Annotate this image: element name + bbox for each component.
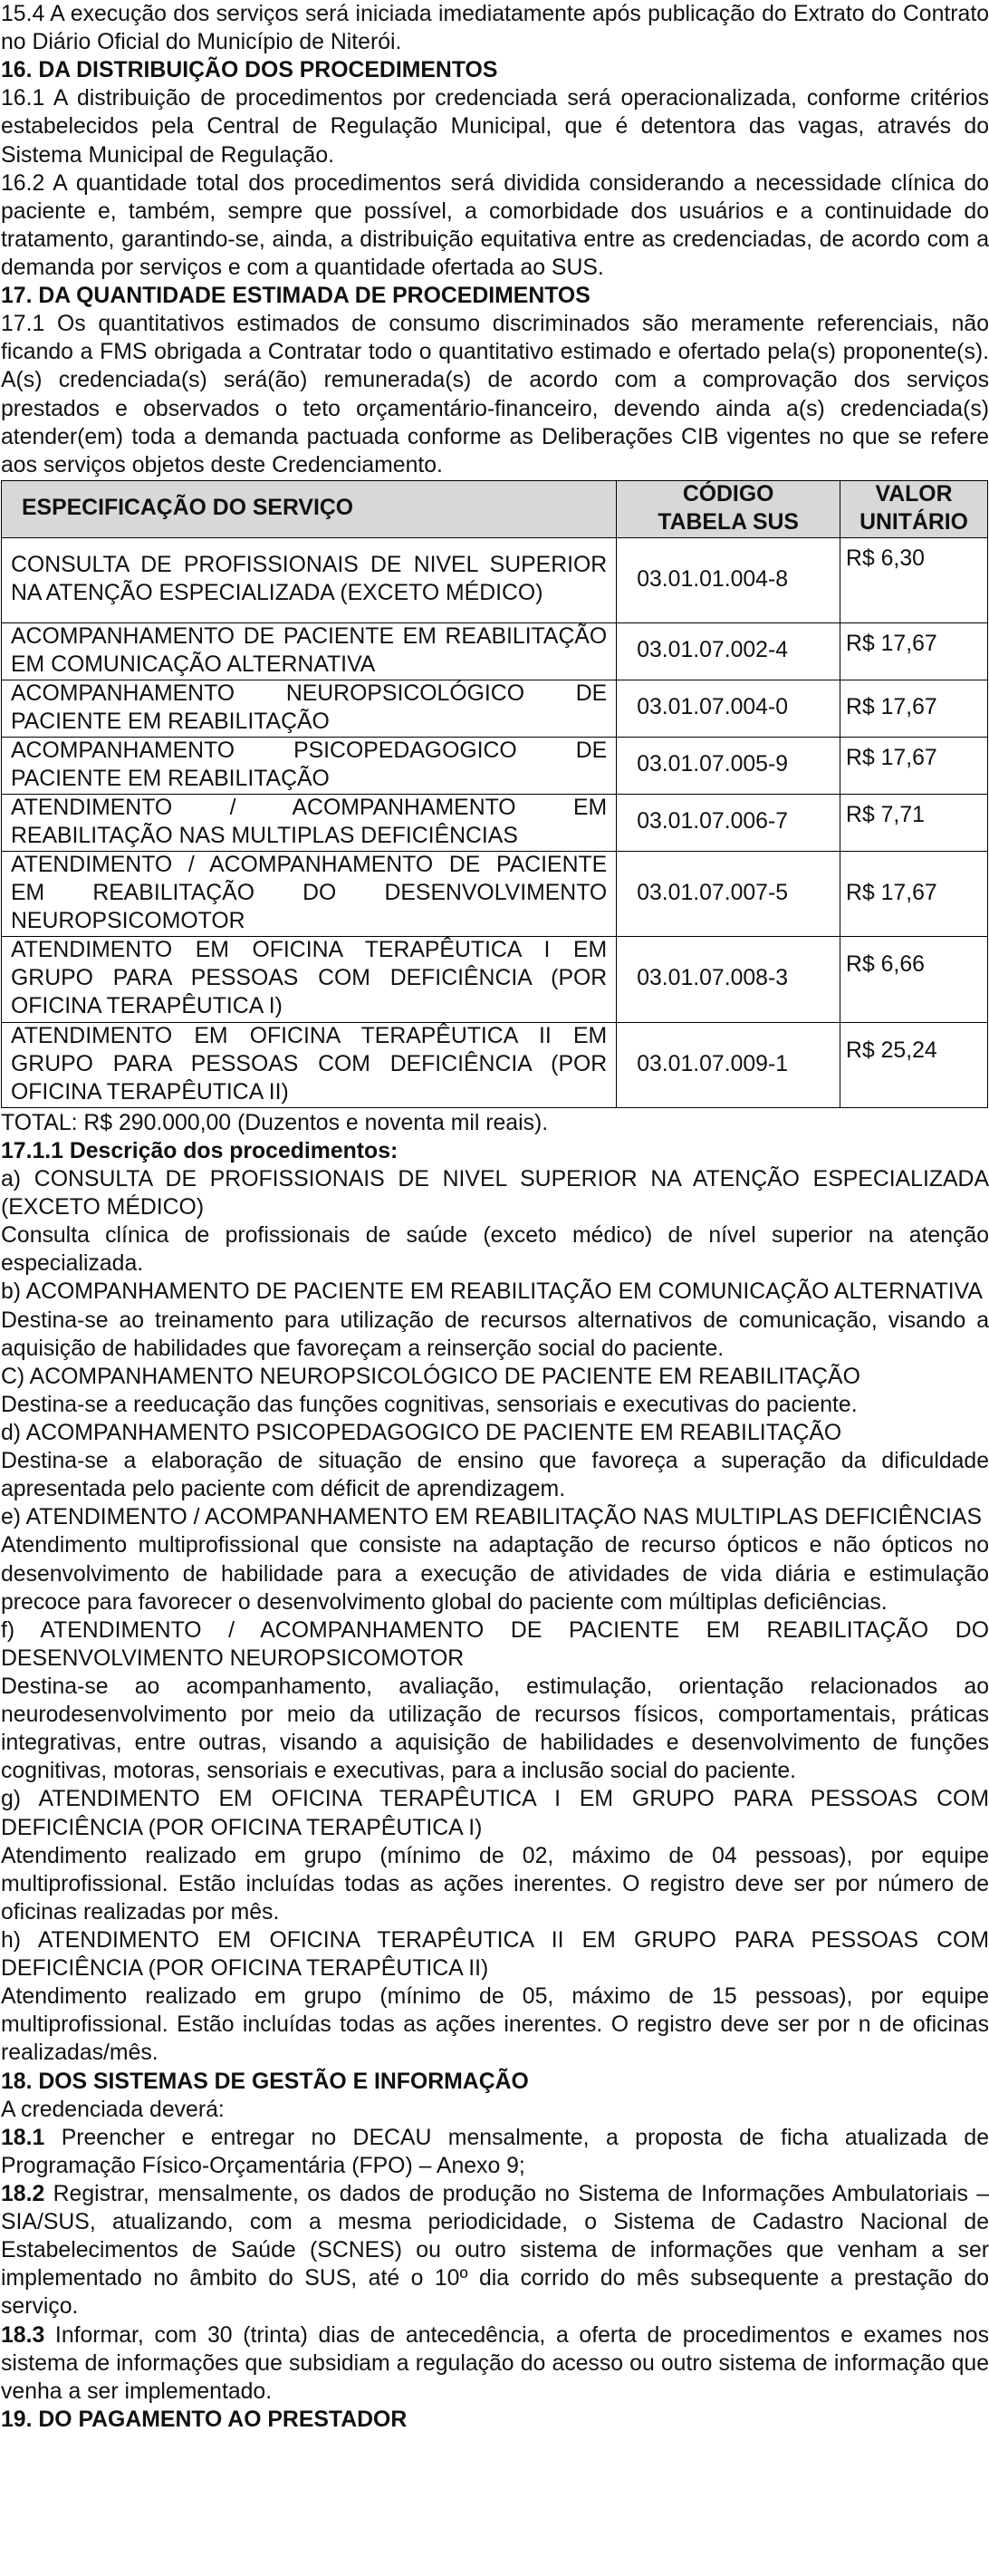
row-value: R$ 17,67 bbox=[840, 680, 988, 737]
row-spec: ATENDIMENTO / ACOMPANHAMENTO EM REABILITAÇÃO NAS MULTIPLAS DEFICIÊNCIAS bbox=[2, 794, 617, 851]
section-18-heading: 18. DOS SISTEMAS DE GESTÃO E INFORMAÇÃO bbox=[1, 2069, 529, 2094]
procedure-title: d) ACOMPANHAMENTO PSICOPEDAGOGICO DE PACIENTE EM REABILITAÇÃO bbox=[1, 1421, 842, 1445]
procedure-description: Atendimento multiprofissional que consiste na adaptação de recurso ópticos e não ópticos no desenvolvimento de habilidade para a execução de atividades de vida diária e estimulação precoce para favorecer o desenvolvimento global do paciente com múltiplas deficiências. bbox=[1, 1533, 989, 1615]
clause-16-2: 16.2 A quantidade total dos procedimentos será dividida considerando a necessidade clínica do paciente e, também, sempre que possível, a comorbidade dos usuários e a continuidade do tratamento, garantindo-se, ainda, a distribuição equitativa entre as credenciadas, de acordo com a demanda por serviços e com a quantidade ofertada ao SUS. bbox=[1, 170, 989, 280]
procedure-description: Destina-se a elaboração de situação de ensino que favoreça a superação da dificuldade apresentada pelo paciente com déficit de aprendizagem. bbox=[1, 1449, 989, 1502]
row-spec: ACOMPANHAMENTO NEUROPSICOLÓGICO DE PACIENTE EM REABILITAÇÃO bbox=[2, 680, 617, 737]
row-code: 03.01.01.004-8 bbox=[617, 537, 840, 622]
section-16-heading: 16. DA DISTRIBUIÇÃO DOS PROCEDIMENTOS bbox=[1, 58, 498, 83]
row-value: R$ 17,67 bbox=[840, 851, 988, 936]
clause-18-1 bbox=[1, 2124, 989, 2180]
clause-number: 18.2 bbox=[1, 2181, 45, 2206]
section-17-heading: 17. DA QUANTIDADE ESTIMADA DE PROCEDIMENTOS bbox=[1, 284, 591, 309]
table-row bbox=[2, 680, 988, 737]
procedure-description: Destina-se ao treinamento para utilização de recursos alternativos de comunicação, visando a aquisição de habilidades que favoreçam a reinserção social do paciente. bbox=[1, 1307, 989, 1361]
col-header-value: VALOR UNITÁRIO bbox=[840, 480, 988, 537]
table-row bbox=[2, 794, 988, 851]
row-spec: CONSULTA DE PROFISSIONAIS DE NIVEL SUPERIOR NA ATENÇÃO ESPECIALIZADA (EXCETO MÉDICO) bbox=[2, 537, 617, 622]
procedure-title: C) ACOMPANHAMENTO NEUROPSICOLÓGICO DE PACIENTE EM REABILITAÇÃO bbox=[1, 1364, 860, 1389]
row-value: R$ 7,71 bbox=[840, 794, 988, 851]
row-code: 03.01.07.007-5 bbox=[617, 851, 840, 936]
row-code: 03.01.07.002-4 bbox=[617, 622, 840, 680]
row-spec: ACOMPANHAMENTO PSICOPEDAGOGICO DE PACIENTE EM REABILITAÇÃO bbox=[2, 737, 617, 794]
clause-18-3 bbox=[1, 2321, 989, 2406]
procedure-title: b) ACOMPANHAMENTO DE PACIENTE EM REABILITAÇÃO EM COMUNICAÇÃO ALTERNATIVA bbox=[1, 1279, 983, 1305]
section-18-lead: A credenciada deverá: bbox=[1, 2097, 225, 2122]
row-spec: ATENDIMENTO EM OFICINA TERAPÊUTICA I EM GRUPO PARA PESSOAS COM DEFICIÊNCIA (POR OFICINA TERAPÊUTICA I) bbox=[2, 936, 617, 1022]
procedure-title: h) ATENDIMENTO EM OFICINA TERAPÊUTICA II EM GRUPO PARA PESSOAS COM DEFICIÊNCIA (POR OFICINA TERAPÊUTICA II) bbox=[1, 1927, 989, 1982]
row-value: R$ 17,67 bbox=[840, 737, 988, 794]
procedure-description: Atendimento realizado em grupo (mínimo de 05, máximo de 15 pessoas), por equipe multiprofissional. Estão incluídas todas as ações inerentes. O registro deve ser por n de oficinas realizadas/mês. bbox=[1, 1984, 989, 2066]
row-value: R$ 17,67 bbox=[840, 622, 988, 680]
table-row bbox=[2, 851, 988, 936]
section-17-1-1-heading: 17.1.1 Descrição dos procedimentos: bbox=[1, 1138, 398, 1163]
row-value: R$ 25,24 bbox=[840, 1022, 988, 1107]
row-spec: ATENDIMENTO / ACOMPANHAMENTO DE PACIENTE EM REABILITAÇÃO DO DESENVOLVIMENTO NEUROPSICOMOTOR bbox=[2, 851, 617, 936]
procedure-title: f) ATENDIMENTO / ACOMPANHAMENTO DE PACIENTE EM REABILITAÇÃO DO DESENVOLVIMENTO NEUROPSICOMOTOR bbox=[1, 1617, 989, 1671]
table-row bbox=[2, 737, 988, 794]
procedure-title: g) ATENDIMENTO EM OFICINA TERAPÊUTICA I EM GRUPO PARA PESSOAS COM DEFICIÊNCIA (POR OFICINA TERAPÊUTICA I) bbox=[1, 1787, 989, 1840]
procedure-description: Atendimento realizado em grupo (mínimo de 02, máximo de 04 pessoas), por equipe multiprofissional. Estão incluídas todas as ações inerentes. O registro deve ser por número de oficinas realizadas por mês. bbox=[1, 1843, 989, 1925]
row-code: 03.01.07.004-0 bbox=[617, 680, 840, 737]
table-row bbox=[2, 622, 988, 680]
col-header-spec: ESPECIFICAÇÃO DO SERVIÇO bbox=[2, 480, 617, 537]
clause-number: 18.1 bbox=[1, 2125, 45, 2150]
table-row bbox=[2, 537, 988, 622]
clause-18-2 bbox=[1, 2180, 989, 2321]
table-header-row bbox=[2, 480, 988, 537]
clause-16-1: 16.1 A distribuição de procedimentos por credenciada será operacionalizada, conforme critérios estabelecidos pela Central de Regulação Municipal, que é detentora das vagas, através do Sistema Municipal de Regulação. bbox=[1, 86, 989, 168]
clause-17-1: 17.1 Os quantitativos estimados de consumo discriminados são meramente referenciais, não ficando a FMS obrigada a Contratar todo o quantitativo estimado e ofertado pela(s) proponente(s). A(s) credenciada(s) será(ão) remunerada(s) de acordo com a comprovação dos serviços prestados e observados o teto orçamentário-financeiro, devendo ainda a(s) credenciada(s) atender(em) toda a demanda pactuada conforme as Deliberações CIB vigentes no que se refere aos serviços objetos deste Credenciamento. bbox=[1, 312, 989, 478]
procedure-description: Destina-se ao acompanhamento, avaliação, estimulação, orientação relacionados ao neurodesenvolvimento por meio da utilização de recursos físicos, comportamentais, práticas integrativas, entre outras, visando a aquisição de habilidades e desenvolvimento de funções cognitivas, motoras, sensoriais e executivas, para a inclusão social do paciente. bbox=[1, 1674, 989, 1784]
row-value: R$ 6,30 bbox=[840, 537, 988, 622]
procedure-title: e) ATENDIMENTO / ACOMPANHAMENTO EM REABILITAÇÃO NAS MULTIPLAS DEFICIÊNCIAS bbox=[1, 1505, 982, 1530]
col-header-code: CÓDIGO TABELA SUS bbox=[617, 480, 840, 537]
total-line: TOTAL: R$ 290.000,00 (Duzentos e noventa mil reais). bbox=[1, 1110, 549, 1135]
row-code: 03.01.07.008-3 bbox=[617, 936, 840, 1022]
row-spec: ATENDIMENTO EM OFICINA TERAPÊUTICA II EM GRUPO PARA PESSOAS COM DEFICIÊNCIA (POR OFICINA TERAPÊUTICA II) bbox=[2, 1022, 617, 1107]
clause-text: Informar, com 30 (trinta) dias de antecedência, a oferta de procedimentos e exames nos sistema de informações que subsidiam a regulação do acesso ou outro sistema de informação que venha a ser implementado. bbox=[1, 2322, 989, 2404]
procedure-title: a) CONSULTA DE PROFISSIONAIS DE NIVEL SUPERIOR NA ATENÇÃO ESPECIALIZADA (EXCETO MÉDICO) bbox=[1, 1167, 989, 1220]
row-code: 03.01.07.006-7 bbox=[617, 794, 840, 851]
row-spec: ACOMPANHAMENTO DE PACIENTE EM REABILITAÇÃO EM COMUNICAÇÃO ALTERNATIVA bbox=[2, 622, 617, 680]
row-value: R$ 6,66 bbox=[840, 936, 988, 1022]
section-19-heading: 19. DO PAGAMENTO AO PRESTADOR bbox=[1, 2407, 408, 2432]
clause-text: Preencher e entregar no DECAU mensalmente, a proposta de ficha atualizada de Programação Físico-Orçamentária (FPO) – Anexo 9; bbox=[1, 2125, 989, 2178]
procedure-description: Destina-se a reeducação das funções cognitivas, sensoriais e executivas do paciente. bbox=[1, 1392, 858, 1417]
services-table bbox=[1, 480, 988, 1108]
table-row bbox=[2, 1022, 988, 1107]
row-code: 03.01.07.009-1 bbox=[617, 1022, 840, 1107]
clause-15-4: 15.4 A execução dos serviços será iniciada imediatamente após publicação do Extrato do Contrato no Diário Oficial do Município de Niterói. bbox=[1, 2, 989, 55]
procedure-description: Consulta clínica de profissionais de saúde (exceto médico) de nível superior na atenção especializada. bbox=[1, 1223, 989, 1277]
clause-text: Registrar, mensalmente, os dados de produção no Sistema de Informações Ambulatoriais – SIA/SUS, atualizando, com a mesma periodicidade, o Sistema de Cadastro Nacional de Estabelecimentos de Saúde (SCNES) ou outro sistema de informações que venham a ser implementado no âmbito do SUS, até o 10º dia corrido do mês subsequente a prestação do serviço. bbox=[1, 2181, 989, 2320]
table-row bbox=[2, 936, 988, 1022]
clause-number: 18.3 bbox=[1, 2322, 45, 2348]
row-code: 03.01.07.005-9 bbox=[617, 737, 840, 794]
